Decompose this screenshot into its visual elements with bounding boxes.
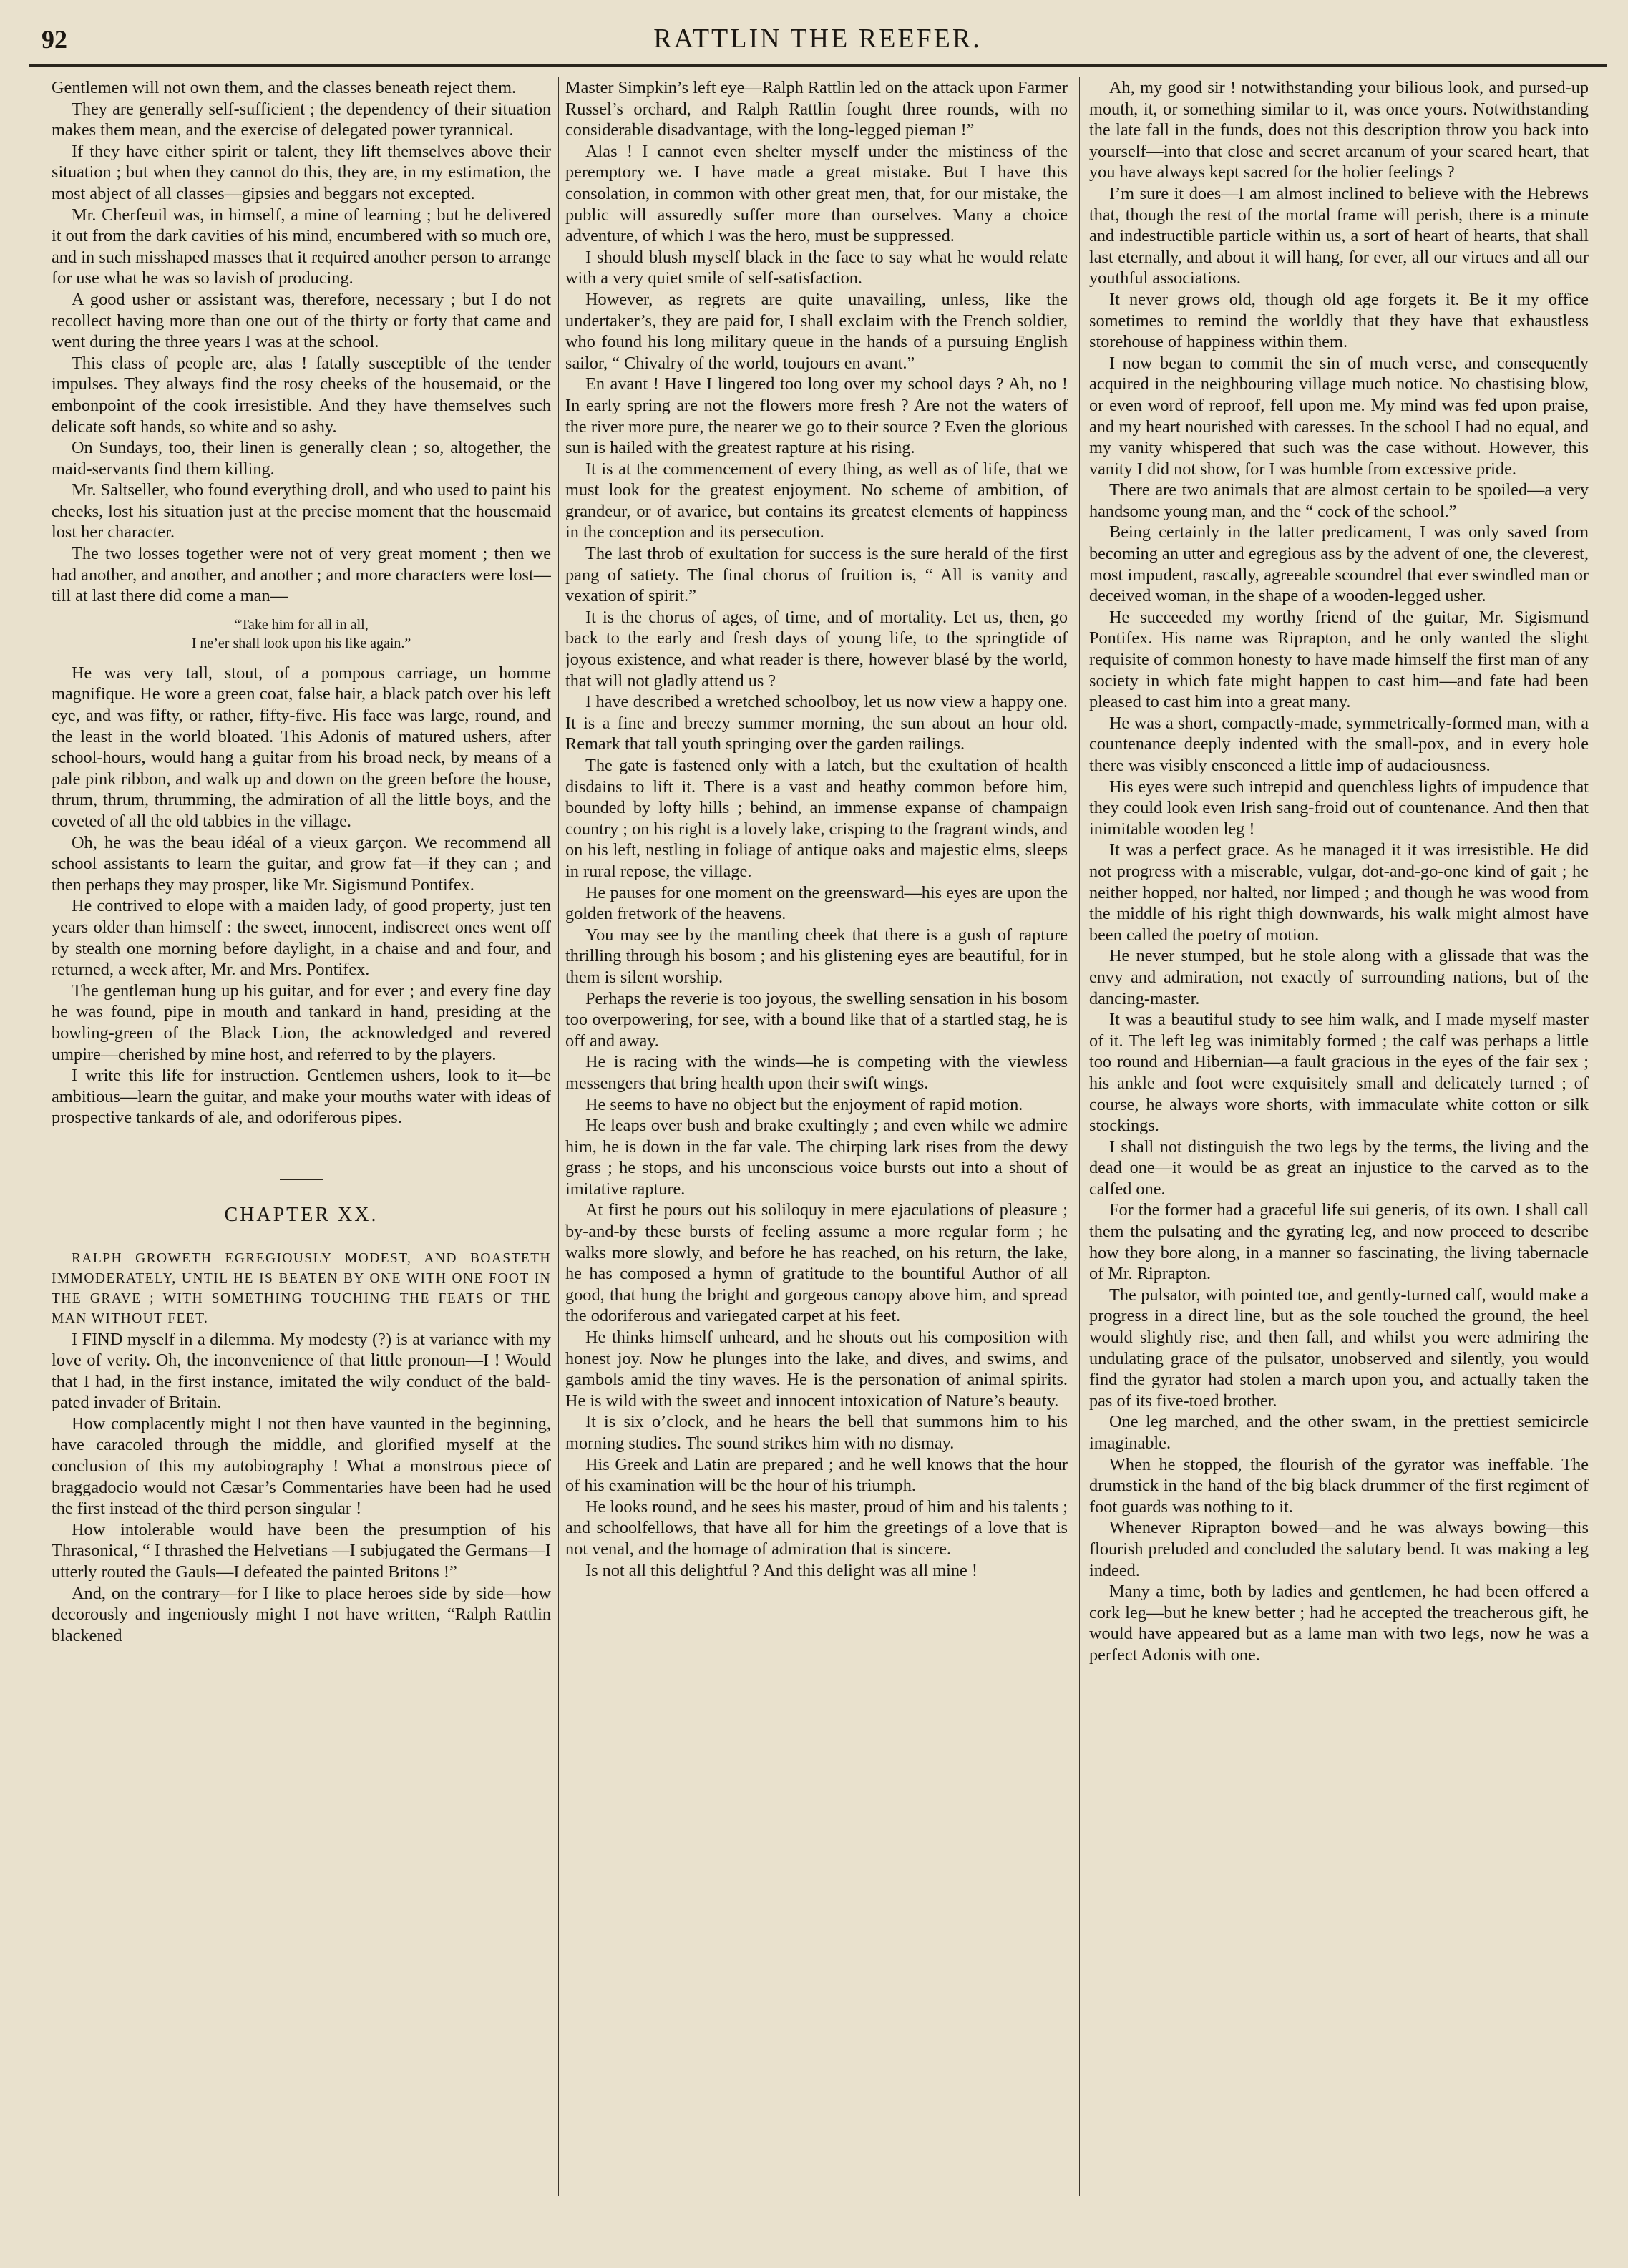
paragraph: They are generally self-sufficient ; the dependency of their situation makes them mean, and the exercise of delegated power tyrannical.	[52, 99, 551, 140]
paragraph: He is racing with the winds—he is competing with the viewless messengers that bring health upon their swift wings.	[565, 1052, 1068, 1093]
paragraph: How complacently might I not then have vaunted in the beginning, have caracoled through the middle, and glorified myself at the conclusion of this my autobiography ! What a monstrous piece of braggadocio would not Cæsar’s Commentaries have been had he used the first instead of the third person singular !	[52, 1413, 551, 1519]
column-3	[1089, 77, 1589, 2253]
verse-quotation	[52, 615, 551, 653]
paragraph: Is not all this delightful ? And this delight was all mine !	[585, 1560, 978, 1580]
paragraph: He was a short, compactly-made, symmetrically-formed man, with a countenance deeply indented with the small-pox, and in every hole there was visibly ensconced a little imp of audaciousness.	[1089, 713, 1589, 775]
paragraph: How intolerable would have been the presumption of his Thrasonical, “ I thrashed the Helvetians —I subjugated the Germans—I utterly routed the Gauls—I defeated the painted Britons !”	[52, 1519, 551, 1582]
paragraph: His eyes were such intrepid and quenchless lights of impudence that they could look even Irish sang-froid out of countenance. And then that inimitable wooden leg !	[1089, 777, 1589, 839]
column-1	[52, 77, 551, 2253]
paragraph: Whenever Riprapton bowed—and he was always bowing—this flourish preluded and concluded the salutary bend. It was making a leg indeed.	[1089, 1518, 1589, 1580]
paragraph: When he stopped, the flourish of the gyrator was ineffable. The drumstick in the hand of the big black drummer of the first regiment of foot guards was nothing to it.	[1089, 1454, 1589, 1517]
paragraph: Alas ! I cannot even shelter myself under the mistiness of the peremptory we. I have made a great mistake. But I have this consolation, in common with other great men, that, for our mistake, the public will assuredly suffer more than ourselves. Many a choice adventure, of which I was the hero, must be suppressed.	[565, 141, 1068, 246]
paragraph: You may see by the mantling cheek that there is a gush of rapture thrilling through his bosom ; and his glistening eyes are beautiful, for in them is silent worship.	[565, 925, 1068, 987]
paragraph: Ah, my good sir ! notwithstanding your bilious look, and pursed-up mouth, it, or something similar to it, was once yours. Notwithstanding the late fall in the funds, does not this description throw you back into yourself—into that close and secret arcanum of your seared heart, that you have always kept sacred for the holier feelings ?	[1089, 78, 1589, 182]
paragraph: Mr. Cherfeuil was, in himself, a mine of learning ; but he delivered it out from the dark cavities of his mind, encumbered with so much ore, and in such misshaped masses that it required another person to arrange for use what he was so lavish of producing.	[52, 205, 551, 288]
paragraph: The last throb of exultation for success is the sure herald of the first pang of satiety. The final chorus of fruition is, “ All is vanity and vexation of spirit.”	[565, 544, 1068, 606]
paragraph: He looks round, and he sees his master, proud of him and his talents ; and schoolfellows, that have all for him the greetings of a love that is not venal, and the homage of admiration that is sincere.	[565, 1496, 1068, 1559]
paragraph: At first he pours out his soliloquy in mere ejaculations of pleasure ; by-and-by these bursts of feeling assume a more regular form ; he walks more slowly, and before he has reached, on his return, the lake, he has composed a hymn of gratitude to the bountiful Author of all good, that hung the bright and gorgeous canopy above him, and spread the odoriferous and variegated carpet at his feet.	[565, 1200, 1068, 1326]
paragraph: However, as regrets are quite unavailing, unless, like the undertaker’s, they are paid for, I shall exclaim with the French soldier, who found his long military queue in the hands of a pursuing English sailor, “ Chivalry of the world, toujours en avant.”	[565, 289, 1068, 373]
paragraph: Being certainly in the latter predicament, I was only saved from becoming an utter and egregious ass by the advent of one, the cleverest, most impudent, rascally, agreeable scoundrel that ever swindled man or deceived woman, in the shape of a wooden-legged usher.	[1089, 522, 1589, 606]
paragraph: En avant ! Have I lingered too long over my school days ? Ah, no ! In early spring are not the flowers more fresh ? Are not the waters of the river more pure, the nearer we go to their source ? Even the glorious sun is hailed with the greatest rapture at his rising.	[565, 374, 1068, 458]
paragraph: For the former had a graceful life sui generis, of its own. I shall call them the pulsating and the gyrating leg, and now proceed to describe how they bore along, in a manner so fascinating, the living tabernacle of Mr. Riprapton.	[1089, 1200, 1589, 1284]
paragraph: I FIND myself in a dilemma. My modesty (?) is at variance with my love of verity. Oh, the inconvenience of that little pronoun—I ! Would that I had, in the first instance, imitated the wily conduct of the bald-pated invader of Britain.	[52, 1329, 551, 1413]
paragraph: His Greek and Latin are prepared ; and he well knows that the hour of his examination will be the hour of his triumph.	[565, 1454, 1068, 1496]
paragraph: This class of people are, alas ! fatally susceptible of the tender impulses. They always find the rosy cheeks of the housemaid, or the embonpoint of the cook irresistible. And they have themselves such delicate soft hands, so white and so ashy.	[52, 353, 551, 437]
running-title: RATTLIN THE REEFER.	[653, 24, 982, 54]
paragraph: If they have either spirit or talent, they lift themselves above their situation ; but when they cannot do this, they are, in my estimation, the most abject of all classes—gipsies and beggars not excepted.	[52, 141, 551, 203]
paragraph: It is at the commencement of every thing, as well as of life, that we must look for the greatest enjoyment. No scheme of ambition, of grandeur, or of avarice, but contains its greatest elements of happiness in the conception and its persecution.	[565, 459, 1068, 542]
paragraph: It is six o’clock, and he hears the bell that summons him to his morning studies. The sound strikes him with no dismay.	[565, 1412, 1068, 1453]
paragraph: The pulsator, with pointed toe, and gently-turned calf, would make a progress in a direct line, but as the sole touched the ground, the heel would slightly rise, and then fall, and whilst you were admiring the undulating grace of the pulsator, unobserved and silently, you would find the gyrator had stolen a march upon you, and actually taken the pas of its five-toed brother.	[1089, 1285, 1589, 1411]
paragraph: Master Simpkin’s left eye—Ralph Rattlin led on the attack upon Farmer Russel’s orchard, and Ralph Rattlin fought three rounds, with no considerable disadvantage, with the long-legged pieman !”	[565, 78, 1068, 140]
page-number: 92	[42, 25, 67, 54]
paragraph: I now began to commit the sin of much verse, and consequently acquired in the neighbouring village much notice. No chastising blow, or even word of reproof, fell upon me. My mind was fed upon praise, and my heart nourished with caresses. In the school I had no equal, and my vanity whispered that such was the case without. However, this vanity I did not show, for I was humble from excessive pride.	[1089, 353, 1589, 479]
paragraph: He leaps over bush and brake exultingly ; and even while we admire him, he is down in the far vale. The chirping lark rises from the dewy grass ; he stops, and his unconscious voice bursts out into a shout of imitative rapture.	[565, 1116, 1068, 1199]
paragraph: He was very tall, stout, of a pompous carriage, un homme magnifique. He wore a green coat, false hair, a black patch over his left eye, and was fifty, or rather, fifty-five. His face was large, round, and the least in the world bloated. This Adonis of matured ushers, after school-hours, would hang a guitar from his broad neck, by means of a pale pink ribbon, and walk up and down on the green before the house, thrum, thrum, thrumming, the admiration of all the little boys, and the coveted of all the old tabbies in the village.	[52, 663, 551, 831]
paragraph: He seems to have no object but the enjoyment of rapid motion.	[585, 1094, 1023, 1114]
paragraph: He succeeded my worthy friend of the guitar, Mr. Sigismund Pontifex. His name was Riprapton, and he only wanted the slight requisite of common honesty to have made himself the first man of any society in which fate might happen to cast him—and fate had been pleased to cast him into a great many.	[1089, 607, 1589, 712]
verse-line: I ne’er shall look upon his like again.”	[191, 635, 411, 651]
paragraph: It was a beautiful study to see him walk, and I made myself master of it. The left leg was inimitably formed ; the calf was perhaps a little too round and Hibernian—a fault gracious in the eyes of the fair sex ; his ankle and foot were exquisitely small and delicately turned ; of course, he always wore shorts, with immaculate white cotton or silk stockings.	[1089, 1010, 1589, 1136]
paragraph: And, on the contrary—for I like to place heroes side by side—how decorously and ingeniously might I not have written, “Ralph Rattlin blackened	[52, 1583, 551, 1645]
paragraph: On Sundays, too, their linen is generally clean ; so, altogether, the maid-servants find them killing.	[52, 438, 551, 479]
paragraph: I have described a wretched schoolboy, let us now view a happy one. It is a fine and breezy summer morning, the sun about an hour old. Remark that tall youth springing over the garden railings.	[565, 692, 1068, 754]
paragraph: One leg marched, and the other swam, in the prettiest semicircle imaginable.	[1089, 1412, 1589, 1453]
paragraph: I shall not distinguish the two legs by the terms, the living and the dead one—it would be as great an injustice to the carved as to the calfed one.	[1089, 1137, 1589, 1199]
paragraph: It is the chorus of ages, of time, and of mortality. Let us, then, go back to the early and fresh days of young life, to the springtide of joyous existence, and what reader is there, however blasé by the world, that will not gladly attend us ?	[565, 607, 1068, 691]
paragraph: It was a perfect grace. As he managed it it was irresistible. He did not progress with a miserable, vulgar, dot-and-go-one kind of gait ; he neither hopped, nor halted, nor limped ; and though he was wood from the middle of his right thigh downwards, his walk might almost have been called the poetry of motion.	[1089, 840, 1589, 945]
paragraph: He contrived to elope with a maiden lady, of good property, just ten years older than himself : the sweet, innocent, indiscreet ones went off by stealth one morning before daylight, in a chaise and and four, and returned, a week after, Mr. and Mrs. Pontifex.	[52, 896, 551, 980]
verse-line: “Take him for all in all,	[234, 616, 369, 633]
paragraph: Mr. Saltseller, who found everything droll, and who used to paint his cheeks, lost his situation just at the precise moment that the housemaid lost her character.	[52, 480, 551, 542]
column-2	[565, 77, 1068, 2253]
paragraph: The gentleman hung up his guitar, and for ever ; and every fine day he was found, pipe in mouth and tankard in hand, presiding at the bowling-green of the Black Lion, the acknowledged and revered umpire—cherished by mine host, and referred to by the players.	[52, 980, 551, 1064]
paragraph: Many a time, both by ladies and gentlemen, he had been offered a cork leg—but he knew better ; had he accepted the treacherous gift, he would have appeared but as a lame man with two legs, now he was a perfect Adonis with one.	[1089, 1582, 1589, 1665]
chapter-summary: RALPH GROWETH EGREGIOUSLY MODEST, AND BOASTETH IMMODERATELY, UNTIL HE IS BEATEN BY ONE WITH ONE FOOT IN THE GRAVE ; WITH SOMETHING TOUCHING THE FEATS OF THE MAN WITHOUT FEET.	[52, 1250, 551, 1326]
paragraph: He thinks himself unheard, and he shouts out his composition with honest joy. Now he plunges into the lake, and dives, and swims, and gambols amid the tiny waves. He is the personation of animal spirits. He is wild with the sweet and innocent intoxication of Nature’s beauty.	[565, 1328, 1068, 1411]
paragraph: The two losses together were not of very great moment ; then we had another, and another, and another ; and more characters were lost—till at last there did come a man—	[52, 544, 551, 606]
section-separator	[280, 1179, 323, 1180]
paragraph: There are two animals that are almost certain to be spoiled—a very handsome young man, and the “ cock of the school.”	[1089, 480, 1589, 521]
chapter-title: CHAPTER XX.	[224, 1203, 379, 1226]
paragraph: I should blush myself black in the face to say what he would relate with a very quiet smile of self-satisfaction.	[565, 247, 1068, 288]
paragraph: Oh, he was the beau idéal of a vieux garçon. We recommend all school assistants to learn the guitar, and grow fat—if they can ; and then perhaps they may prosper, like Mr. Sigismund Pontifex.	[52, 832, 551, 895]
column-rule	[558, 77, 559, 2196]
page-header	[29, 20, 1607, 67]
paragraph: Gentlemen will not own them, and the classes beneath reject them.	[52, 78, 517, 97]
paragraph: I’m sure it does—I am almost inclined to believe with the Hebrews that, though the rest of the mortal frame will perish, there is a minute and indestructible particle within us, a sort of heart of hearts, that shall last eternally, and about it will hang, for ever, all our virtues and all our youthful associations.	[1089, 183, 1589, 288]
paragraph: A good usher or assistant was, therefore, necessary ; but I do not recollect having more than one out of the thirty or forty that came and went during the three years I was at the school.	[52, 289, 551, 352]
paragraph: He pauses for one moment on the greensward—his eyes are upon the golden fretwork of the heavens.	[565, 882, 1068, 924]
paragraph: He never stumped, but he stole along with a glissade that was the envy and admiration, not exactly of surrounding nations, but of the dancing-master.	[1089, 946, 1589, 1008]
column-rule	[1079, 77, 1080, 2196]
paragraph: It never grows old, though old age forgets it. Be it my office sometimes to remind the worldly that they have that exhaustless storehouse of happiness within them.	[1089, 289, 1589, 352]
paragraph: Perhaps the reverie is too joyous, the swelling sensation in his bosom too overpowering, for see, with a bound like that of a startled stag, he is off and away.	[565, 988, 1068, 1051]
paragraph: I write this life for instruction. Gentlemen ushers, look to it—be ambitious—learn the guitar, and make your mouths water with ideas of prospective tankards of ale, and odoriferous pipes.	[52, 1066, 551, 1128]
paragraph: The gate is fastened only with a latch, but the exultation of health disdains to lift it. There is a vast and heathy common before him, bounded by lofty hills ; behind, an immense expanse of champaign country ; on his right is a lovely lake, crisping to the fragrant winds, and on his left, nestling in foliage of antique oaks and majestic elms, sleeps in rural repose, the village.	[565, 756, 1068, 881]
